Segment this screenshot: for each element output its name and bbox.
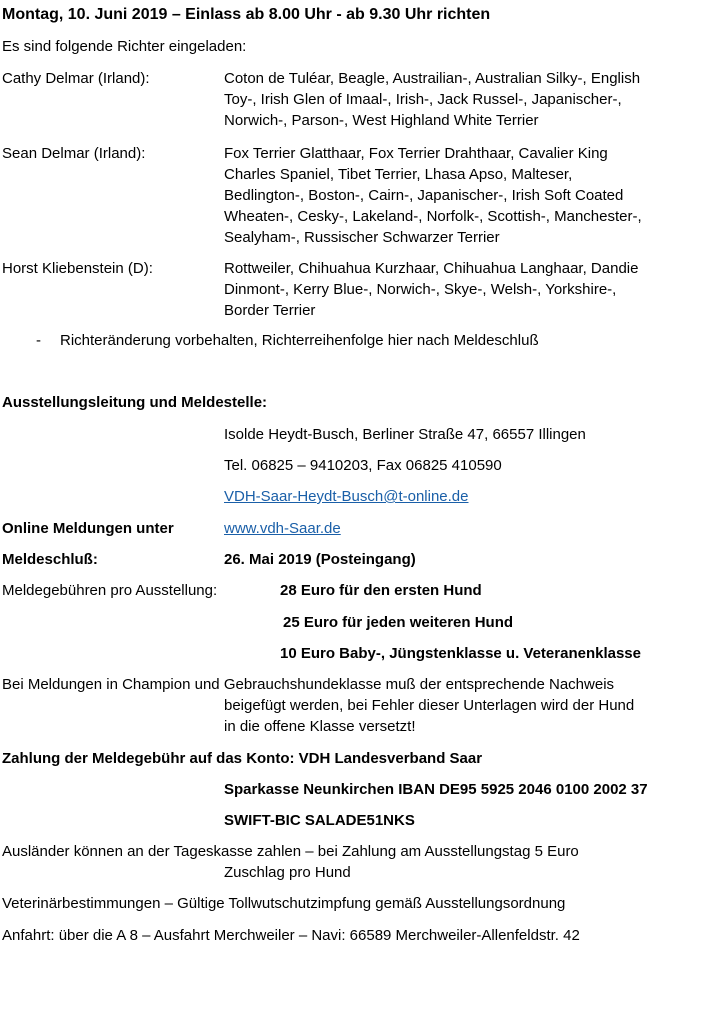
payment-bank: Sparkasse Neunkirchen IBAN DE95 5925 2046 0100 2002 37 <box>224 781 648 798</box>
champion-note-line: beigefügt werden, bei Fehler dieser Unterlagen wird der Hund <box>224 697 635 714</box>
judge-change-note: Richteränderung vorbehalten, Richterreihenfolge hier nach Meldeschluß <box>60 332 539 349</box>
judge-breeds-line: Charles Spaniel, Tibet Terrier, Lhasa Apso, Malteser, <box>224 166 573 183</box>
payment-swift: SWIFT-BIC SALADE51NKS <box>224 812 415 829</box>
judge-breeds-line: Fox Terrier Glatthaar, Fox Terrier Drahthaar, Cavalier King <box>224 145 608 162</box>
judge-breeds-line: Dinmont-, Kerry Blue-, Norwich-, Skye-, Welsh-, Yorkshire-, <box>224 281 617 298</box>
deadline-value: 26. Mai 2019 (Posteingang) <box>224 551 416 568</box>
office-heading: Ausstellungsleitung und Meldestelle: <box>2 394 268 411</box>
page-title: Montag, 10. Juni 2019 – Einlass ab 8.00 Uhr - ab 9.30 Uhr richten <box>2 6 491 23</box>
directions: Anfahrt: über die A 8 – Ausfahrt Merchweiler – Navi: 66589 Merchweiler-Allenfeldstr. 42 <box>2 927 580 944</box>
fee-classes: 10 Euro Baby-, Jüngstenklasse u. Veteranenklasse <box>280 645 641 662</box>
champion-note-line: Bei Meldungen in Champion und Gebrauchshundeklasse muß der entsprechende Nachweis <box>2 676 615 693</box>
deadline-label: Meldeschluß: <box>2 551 98 568</box>
note-dash: - <box>36 332 41 349</box>
judge-breeds-line: Toy-, Irish Glen of Imaal-, Irish-, Jack Russel-, Japanischer-, <box>224 91 622 108</box>
judge-breeds-line: Coton de Tuléar, Beagle, Austrailian-, Australian Silky-, English <box>224 70 641 87</box>
judge-breeds-line: Bedlington-, Boston-, Cairn-, Japanischer-, Irish Soft Coated <box>224 187 624 204</box>
judge-name: Cathy Delmar (Irland): <box>2 70 150 87</box>
champion-note-line: in die offene Klasse versetzt! <box>224 718 416 735</box>
judge-breeds-line: Wheaten-, Cesky-, Lakeland-, Norfolk-, Scottish-, Manchester-, <box>224 208 642 225</box>
payment-heading: Zahlung der Meldegebühr auf das Konto: VDH Landesverband Saar <box>2 750 483 767</box>
judge-breeds-line: Border Terrier <box>224 302 316 319</box>
judge-name: Sean Delmar (Irland): <box>2 145 146 162</box>
office-phone: Tel. 06825 – 9410203, Fax 06825 410590 <box>224 457 502 474</box>
judge-name: Horst Kliebenstein (D): <box>2 260 153 277</box>
fee-first-dog: 28 Euro für den ersten Hund <box>280 582 482 599</box>
judges-intro: Es sind folgende Richter eingeladen: <box>2 38 247 55</box>
judge-breeds-line: Rottweiler, Chihuahua Kurzhaar, Chihuahua Langhaar, Dandie <box>224 260 639 277</box>
office-address: Isolde Heydt-Busch, Berliner Straße 47, 66557 Illingen <box>224 426 586 443</box>
fees-label: Meldegebühren pro Ausstellung: <box>2 582 218 599</box>
fee-further-dog: 25 Euro für jeden weiteren Hund <box>283 614 514 631</box>
judge-breeds-line: Sealyham-, Russischer Schwarzer Terrier <box>224 229 500 246</box>
online-label: Online Meldungen unter <box>2 520 174 537</box>
office-email-link[interactable]: VDH-Saar-Heydt-Busch@t-online.de <box>224 488 469 505</box>
foreigners-note-line: Zuschlag pro Hund <box>224 864 351 881</box>
online-url-link[interactable]: www.vdh-Saar.de <box>224 520 341 537</box>
judge-breeds-line: Norwich-, Parson-, West Highland White Terrier <box>224 112 539 129</box>
foreigners-note-line: Ausländer können an der Tageskasse zahlen – bei Zahlung am Ausstellungstag 5 Euro <box>2 843 579 860</box>
vet-requirements: Veterinärbestimmungen – Gültige Tollwutschutzimpfung gemäß Ausstellungsordnung <box>2 895 566 912</box>
